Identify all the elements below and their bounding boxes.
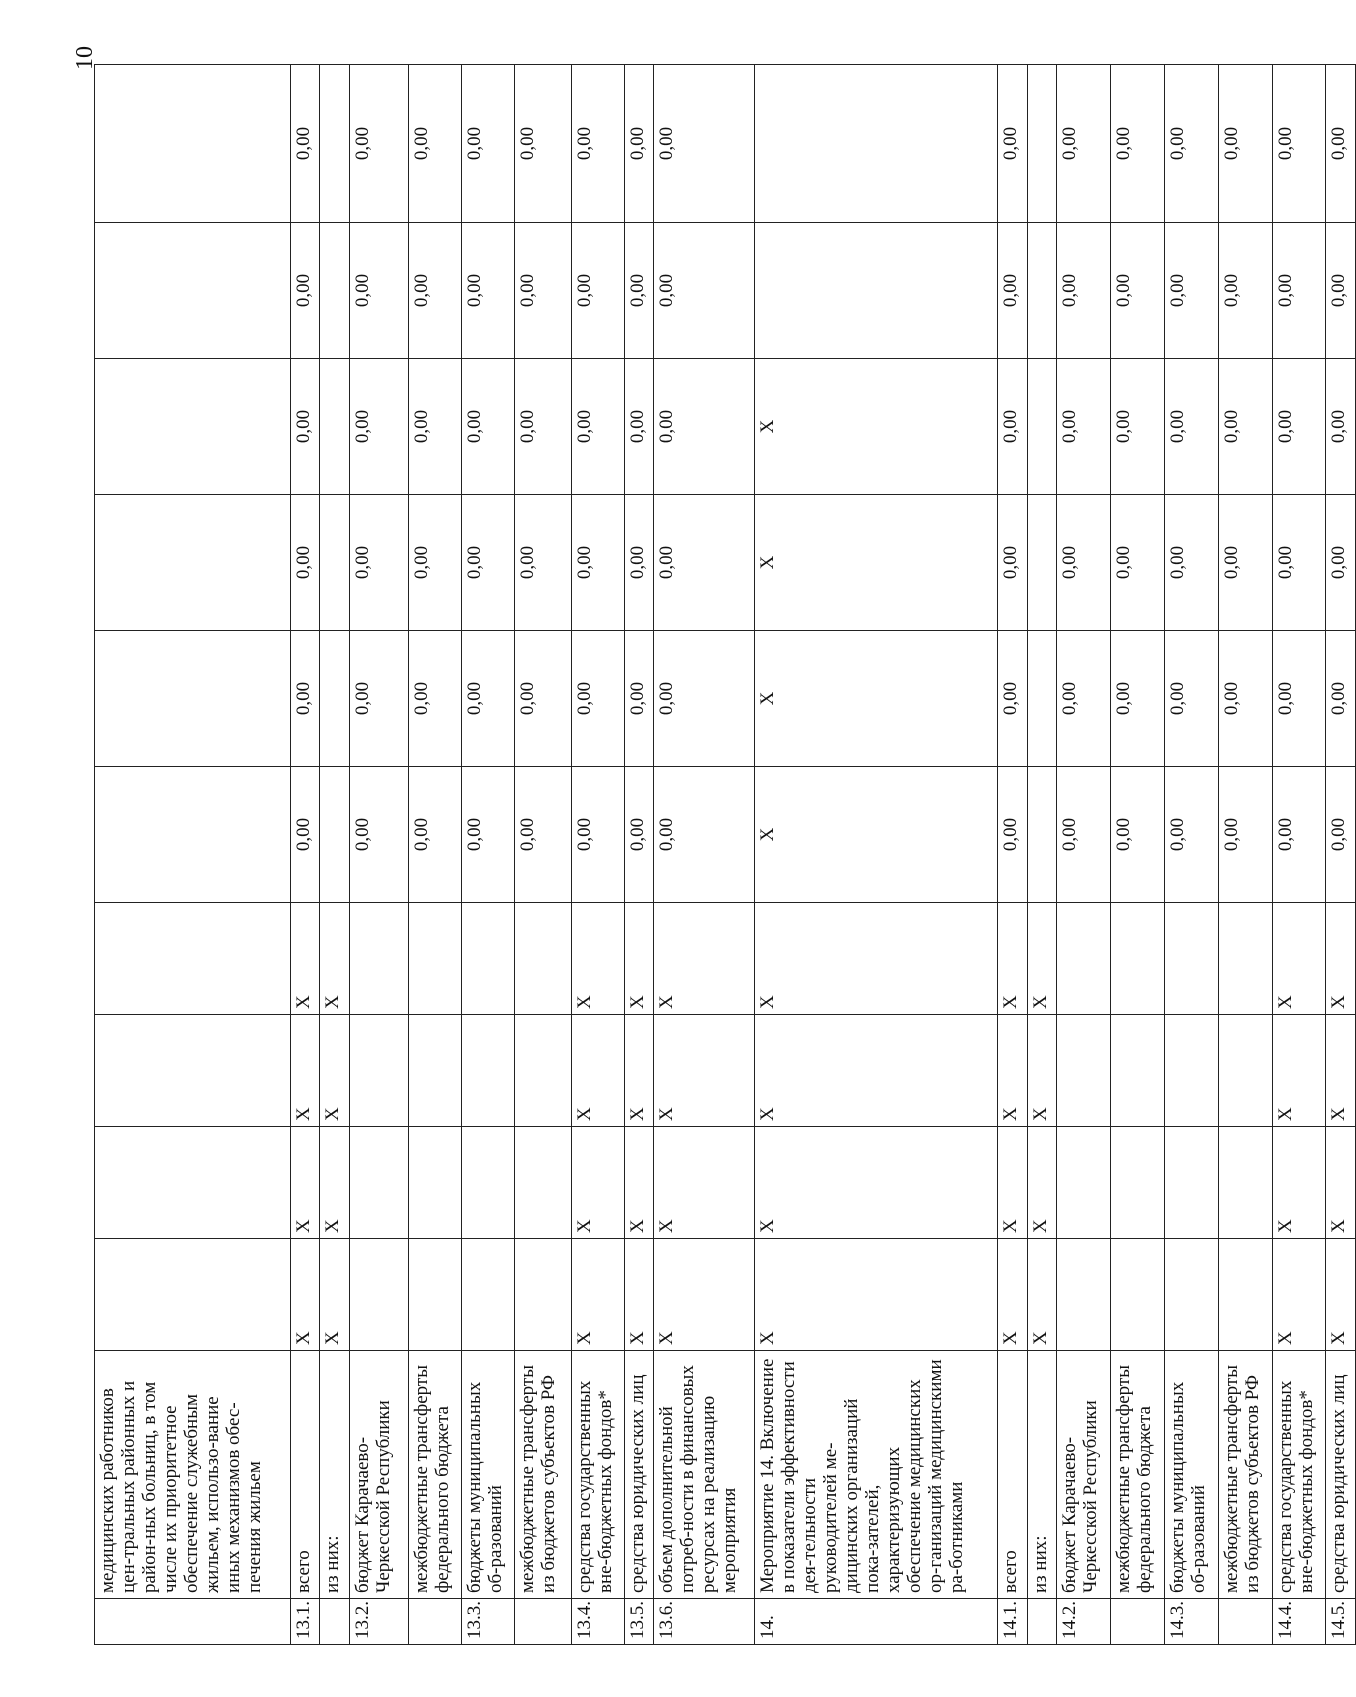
row-description: бюджеты муниципальных об-разований	[1164, 1351, 1218, 1599]
value-cell: 0,00	[1218, 65, 1272, 223]
value-cell	[95, 903, 291, 1015]
row-number: 13.2.	[349, 1599, 408, 1645]
row-number	[1027, 1599, 1056, 1645]
value-cell: 0,00	[1273, 359, 1326, 495]
value-cell	[1111, 1127, 1164, 1239]
value-cell: 0,00	[1111, 65, 1164, 223]
value-cell: Х	[320, 1015, 349, 1127]
value-cell	[1027, 359, 1056, 495]
row-number: 14.	[754, 1599, 997, 1645]
value-cell	[514, 1015, 571, 1127]
value-cell: 0,00	[571, 631, 624, 767]
value-cell: 0,00	[1111, 359, 1164, 495]
value-cell	[754, 223, 997, 359]
value-cell: 0,00	[514, 65, 571, 223]
value-cell	[1164, 903, 1218, 1015]
value-cell: 0,00	[349, 359, 408, 495]
value-cell: 0,00	[654, 359, 755, 495]
value-cell: Х	[1027, 903, 1056, 1015]
value-cell: 0,00	[1111, 631, 1164, 767]
value-cell: 0,00	[514, 223, 571, 359]
value-cell: 0,00	[1164, 223, 1218, 359]
value-cell	[1218, 1015, 1272, 1127]
value-cell	[461, 1239, 514, 1351]
value-cell	[320, 767, 349, 903]
value-cell	[320, 65, 349, 223]
value-cell	[1057, 1015, 1111, 1127]
value-cell: 0,00	[1273, 65, 1326, 223]
table-row	[349, 65, 408, 1645]
table-row	[754, 65, 997, 1645]
value-cell: 0,00	[1164, 65, 1218, 223]
value-cell: 0,00	[654, 631, 755, 767]
value-cell: 0,00	[290, 631, 319, 767]
table-body	[95, 65, 1356, 1645]
value-cell: Х	[754, 1127, 997, 1239]
value-cell: Х	[290, 1127, 319, 1239]
value-cell	[349, 1127, 408, 1239]
value-cell: 0,00	[571, 65, 624, 223]
table-row	[624, 65, 653, 1645]
value-cell: Х	[754, 903, 997, 1015]
value-cell: Х	[1273, 1015, 1326, 1127]
value-cell: 0,00	[1057, 631, 1111, 767]
value-cell	[1027, 631, 1056, 767]
value-cell: 0,00	[408, 631, 461, 767]
value-cell	[408, 1015, 461, 1127]
value-cell: 0,00	[408, 495, 461, 631]
row-description: Мероприятие 14. Включение в показатели эффективности дея-тельности руководителей ме-дицинских организаций пока-зателей, характеризующих обеспечение медицинских ор-ганизаций медицинскими ра-ботниками	[754, 1351, 997, 1599]
value-cell	[1111, 903, 1164, 1015]
value-cell: Х	[998, 1239, 1027, 1351]
budget-table	[94, 64, 1356, 1645]
value-cell: 0,00	[461, 631, 514, 767]
row-description: межбюджетные трансферты федерального бюджета	[1111, 1351, 1164, 1599]
value-cell	[349, 1015, 408, 1127]
table-row	[1218, 65, 1272, 1645]
value-cell: Х	[1273, 1127, 1326, 1239]
row-description: межбюджетные трансферты из бюджетов субъектов РФ	[1218, 1351, 1272, 1599]
value-cell: 0,00	[349, 767, 408, 903]
value-cell: 0,00	[1111, 767, 1164, 903]
value-cell: 0,00	[349, 65, 408, 223]
value-cell: 0,00	[1326, 359, 1356, 495]
value-cell: 0,00	[1057, 223, 1111, 359]
value-cell: 0,00	[998, 767, 1027, 903]
row-description: всего	[290, 1351, 319, 1599]
table-row	[320, 65, 349, 1645]
value-cell	[408, 1127, 461, 1239]
value-cell	[95, 223, 291, 359]
value-cell: 0,00	[571, 495, 624, 631]
row-number: 13.3.	[461, 1599, 514, 1645]
value-cell: Х	[1027, 1015, 1056, 1127]
row-description: межбюджетные трансферты федерального бюджета	[408, 1351, 461, 1599]
value-cell: 0,00	[1326, 767, 1356, 903]
value-cell	[1218, 1239, 1272, 1351]
value-cell: 0,00	[290, 495, 319, 631]
row-number: 14.1.	[998, 1599, 1027, 1645]
value-cell: Х	[654, 1015, 755, 1127]
table-row	[408, 65, 461, 1645]
row-number	[1218, 1599, 1272, 1645]
value-cell: Х	[320, 1127, 349, 1239]
value-cell: 0,00	[1164, 767, 1218, 903]
value-cell: Х	[1326, 1127, 1356, 1239]
row-description: межбюджетные трансферты из бюджетов субъектов РФ	[514, 1351, 571, 1599]
value-cell: 0,00	[1164, 631, 1218, 767]
value-cell: 0,00	[1218, 223, 1272, 359]
value-cell: 0,00	[998, 631, 1027, 767]
value-cell	[514, 1127, 571, 1239]
value-cell	[95, 359, 291, 495]
value-cell	[1164, 1127, 1218, 1239]
value-cell	[320, 495, 349, 631]
row-description: из них:	[1027, 1351, 1056, 1599]
value-cell: 0,00	[461, 223, 514, 359]
value-cell: 0,00	[571, 223, 624, 359]
value-cell: 0,00	[461, 359, 514, 495]
value-cell: Х	[624, 903, 653, 1015]
value-cell: Х	[571, 903, 624, 1015]
value-cell	[349, 903, 408, 1015]
value-cell: 0,00	[349, 631, 408, 767]
value-cell	[514, 903, 571, 1015]
value-cell: Х	[624, 1015, 653, 1127]
value-cell	[461, 903, 514, 1015]
value-cell: 0,00	[1057, 65, 1111, 223]
value-cell: Х	[754, 1015, 997, 1127]
value-cell: 0,00	[624, 65, 653, 223]
row-number: 13.1.	[290, 1599, 319, 1645]
value-cell: Х	[654, 1127, 755, 1239]
value-cell: 0,00	[998, 223, 1027, 359]
row-number	[408, 1599, 461, 1645]
row-description: средства государственных вне-бюджетных фондов*	[571, 1351, 624, 1599]
table-row	[998, 65, 1027, 1645]
value-cell: 0,00	[349, 223, 408, 359]
value-cell: Х	[998, 1127, 1027, 1239]
value-cell	[1164, 1015, 1218, 1127]
value-cell	[95, 65, 291, 223]
value-cell	[95, 1127, 291, 1239]
value-cell: 0,00	[654, 495, 755, 631]
row-number	[95, 1599, 291, 1645]
value-cell: 0,00	[624, 359, 653, 495]
value-cell	[1111, 1239, 1164, 1351]
value-cell: 0,00	[461, 65, 514, 223]
table-row	[461, 65, 514, 1645]
value-cell: Х	[1326, 903, 1356, 1015]
row-number: 14.2.	[1057, 1599, 1111, 1645]
value-cell: Х	[571, 1015, 624, 1127]
value-cell: 0,00	[1218, 767, 1272, 903]
row-description: из них:	[320, 1351, 349, 1599]
row-description: средства государственных вне-бюджетных фондов*	[1273, 1351, 1326, 1599]
value-cell: 0,00	[1273, 631, 1326, 767]
row-number: 13.4.	[571, 1599, 624, 1645]
table-row	[1027, 65, 1056, 1645]
value-cell: 0,00	[290, 65, 319, 223]
value-cell	[408, 903, 461, 1015]
value-cell: Х	[1273, 1239, 1326, 1351]
row-number: 13.5.	[624, 1599, 653, 1645]
value-cell: 0,00	[1326, 631, 1356, 767]
value-cell	[320, 223, 349, 359]
value-cell: Х	[290, 1239, 319, 1351]
value-cell: 0,00	[624, 495, 653, 631]
value-cell: 0,00	[408, 223, 461, 359]
value-cell: 0,00	[1218, 359, 1272, 495]
row-description: всего	[998, 1351, 1027, 1599]
value-cell	[1027, 495, 1056, 631]
value-cell: 0,00	[514, 495, 571, 631]
value-cell	[95, 495, 291, 631]
table-row	[514, 65, 571, 1645]
value-cell	[1218, 903, 1272, 1015]
value-cell: 0,00	[1273, 767, 1326, 903]
value-cell	[754, 65, 997, 223]
value-cell: Х	[624, 1127, 653, 1239]
value-cell: Х	[624, 1239, 653, 1351]
rotated-table-wrapper	[94, 65, 1356, 1645]
value-cell	[1057, 1127, 1111, 1239]
value-cell: 0,00	[408, 767, 461, 903]
row-number: 14.4.	[1273, 1599, 1326, 1645]
value-cell	[95, 767, 291, 903]
value-cell	[461, 1015, 514, 1127]
row-description: медицинских работников цен-тральных районных и район-ных больниц, в том числе их приоритетное обеспечение служебным жильем, использо-вание иных механизмов обес-печения жильем	[95, 1351, 291, 1599]
value-cell: Х	[571, 1239, 624, 1351]
value-cell: 0,00	[998, 65, 1027, 223]
table-row	[1057, 65, 1111, 1645]
value-cell: Х	[571, 1127, 624, 1239]
value-cell	[1218, 1127, 1272, 1239]
row-number	[514, 1599, 571, 1645]
value-cell: 0,00	[1057, 359, 1111, 495]
value-cell: 0,00	[1111, 495, 1164, 631]
value-cell: 0,00	[1273, 495, 1326, 631]
value-cell: 0,00	[1218, 631, 1272, 767]
value-cell: 0,00	[654, 767, 755, 903]
value-cell: Х	[320, 903, 349, 1015]
value-cell: Х	[754, 631, 997, 767]
value-cell: 0,00	[654, 65, 755, 223]
value-cell	[408, 1239, 461, 1351]
table-row	[1164, 65, 1218, 1645]
value-cell: Х	[290, 1015, 319, 1127]
value-cell	[461, 1127, 514, 1239]
value-cell: Х	[754, 359, 997, 495]
value-cell: Х	[290, 903, 319, 1015]
value-cell: 0,00	[1326, 495, 1356, 631]
page-number: 10	[72, 46, 98, 70]
value-cell	[1027, 65, 1056, 223]
value-cell	[1111, 1015, 1164, 1127]
value-cell: 0,00	[290, 359, 319, 495]
value-cell: Х	[998, 1015, 1027, 1127]
value-cell: 0,00	[514, 359, 571, 495]
value-cell: Х	[998, 903, 1027, 1015]
value-cell: 0,00	[654, 223, 755, 359]
value-cell: 0,00	[408, 359, 461, 495]
value-cell	[95, 631, 291, 767]
row-description: бюджет Карачаево-Черкесской Республики	[349, 1351, 408, 1599]
value-cell: 0,00	[1273, 223, 1326, 359]
value-cell: Х	[320, 1239, 349, 1351]
value-cell: 0,00	[1326, 65, 1356, 223]
table-row	[290, 65, 319, 1645]
value-cell: 0,00	[571, 767, 624, 903]
value-cell: Х	[1027, 1239, 1056, 1351]
value-cell	[349, 1239, 408, 1351]
value-cell: 0,00	[624, 631, 653, 767]
row-description: средства юридических лиц	[624, 1351, 653, 1599]
value-cell: 0,00	[1326, 223, 1356, 359]
value-cell	[95, 1239, 291, 1351]
value-cell	[1027, 767, 1056, 903]
value-cell: 0,00	[1164, 359, 1218, 495]
value-cell: 0,00	[290, 223, 319, 359]
table-row	[95, 65, 291, 1645]
row-description: средства юридических лиц	[1326, 1351, 1356, 1599]
value-cell: Х	[1273, 903, 1326, 1015]
value-cell: Х	[754, 1239, 997, 1351]
row-description: объем дополнительной потреб-ности в финансовых ресурсах на реализацию мероприятия	[654, 1351, 755, 1599]
value-cell: 0,00	[624, 767, 653, 903]
value-cell: Х	[1326, 1015, 1356, 1127]
row-description: бюджеты муниципальных об-разований	[461, 1351, 514, 1599]
row-number	[320, 1599, 349, 1645]
row-number	[1111, 1599, 1164, 1645]
value-cell: 0,00	[998, 359, 1027, 495]
value-cell	[95, 1015, 291, 1127]
value-cell: Х	[654, 1239, 755, 1351]
value-cell	[1164, 1239, 1218, 1351]
row-number: 14.3.	[1164, 1599, 1218, 1645]
table-row	[1111, 65, 1164, 1645]
value-cell	[1057, 903, 1111, 1015]
value-cell: 0,00	[1057, 495, 1111, 631]
value-cell: 0,00	[1057, 767, 1111, 903]
value-cell: Х	[654, 903, 755, 1015]
value-cell	[320, 359, 349, 495]
value-cell: 0,00	[461, 495, 514, 631]
table-row	[1273, 65, 1326, 1645]
table-row	[1326, 65, 1356, 1645]
value-cell	[1057, 1239, 1111, 1351]
value-cell: 0,00	[1164, 495, 1218, 631]
value-cell: 0,00	[408, 65, 461, 223]
value-cell: 0,00	[349, 495, 408, 631]
value-cell: 0,00	[1218, 495, 1272, 631]
value-cell	[1027, 223, 1056, 359]
table-row	[654, 65, 755, 1645]
value-cell: 0,00	[514, 767, 571, 903]
value-cell: Х	[754, 495, 997, 631]
value-cell: 0,00	[1111, 223, 1164, 359]
value-cell: 0,00	[290, 767, 319, 903]
value-cell	[320, 631, 349, 767]
value-cell	[514, 1239, 571, 1351]
row-description: бюджет Карачаево-Черкесской Республики	[1057, 1351, 1111, 1599]
value-cell: 0,00	[998, 495, 1027, 631]
table-row	[571, 65, 624, 1645]
value-cell: 0,00	[571, 359, 624, 495]
row-number: 13.6.	[654, 1599, 755, 1645]
value-cell: Х	[754, 767, 997, 903]
value-cell: Х	[1027, 1127, 1056, 1239]
value-cell: 0,00	[624, 223, 653, 359]
value-cell: 0,00	[461, 767, 514, 903]
row-number: 14.5.	[1326, 1599, 1356, 1645]
value-cell: Х	[1326, 1239, 1356, 1351]
value-cell: 0,00	[514, 631, 571, 767]
